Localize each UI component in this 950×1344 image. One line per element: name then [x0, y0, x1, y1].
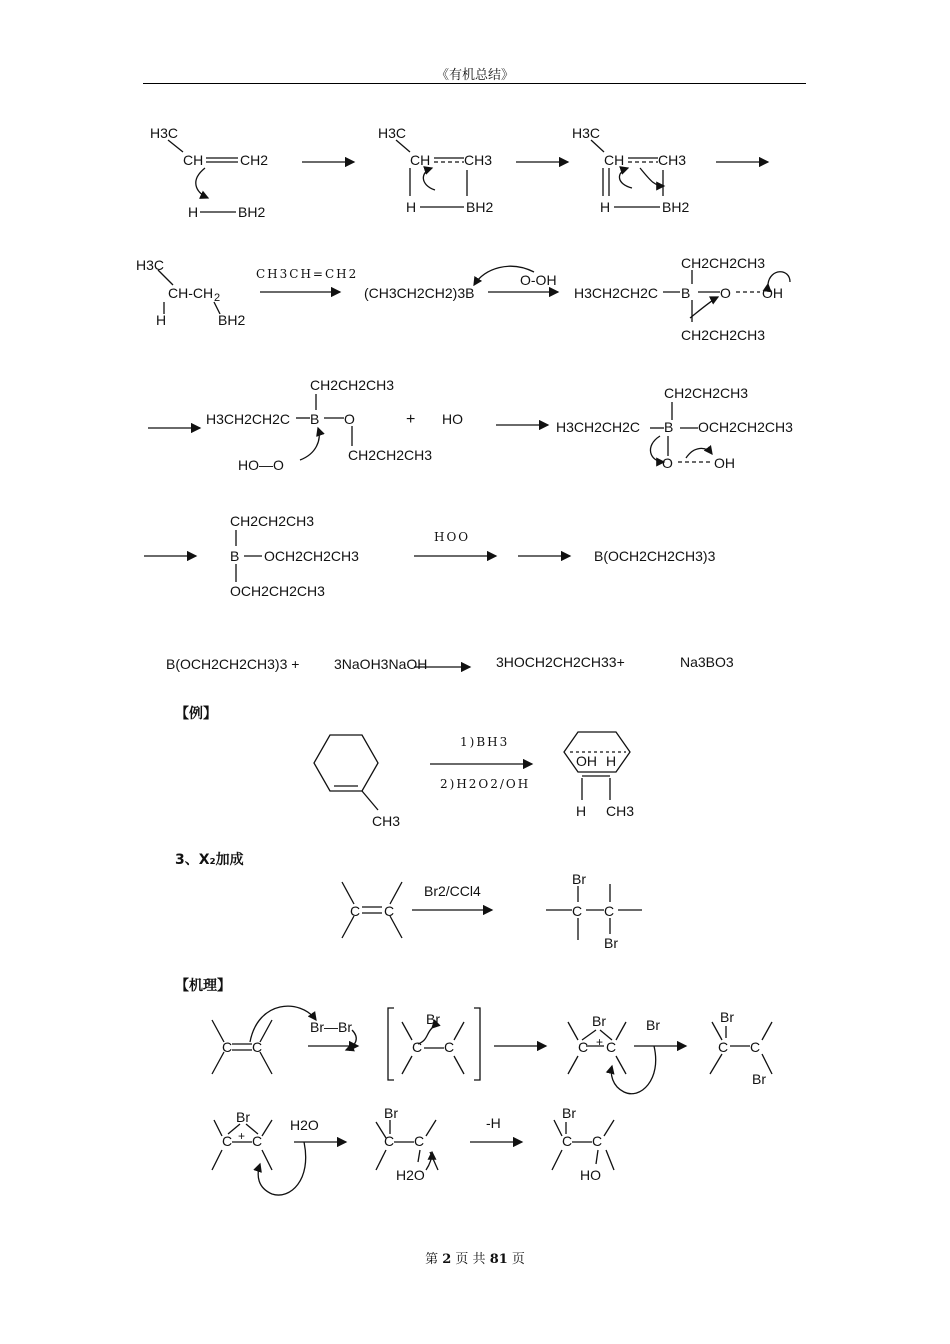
formula-label: C	[350, 903, 361, 919]
formula-label: B	[681, 285, 691, 301]
formula-label: O	[344, 411, 355, 427]
formula-label: B	[310, 411, 320, 427]
ts2-ch3: CH3	[658, 152, 687, 168]
formula-label: CH3	[372, 813, 401, 829]
example-labels	[372, 735, 634, 829]
formula-label: 1)BH3	[460, 735, 510, 749]
formula-label: HO	[442, 411, 463, 427]
formula-label: +	[596, 1035, 604, 1049]
label-ch2: CH2	[240, 152, 269, 168]
formula-label: C	[412, 1039, 423, 1055]
cyclohexanol-product	[564, 732, 630, 800]
reagent-propene: CH3CH=CH2	[256, 267, 359, 281]
ts1-h: H	[406, 199, 417, 215]
methylcyclohexene	[314, 735, 378, 810]
label-h3c: H3C	[150, 125, 179, 141]
formula-label: Br	[592, 1013, 606, 1029]
formula-label: OH	[714, 455, 735, 471]
page-header: 《有机总结》	[435, 68, 514, 83]
formula-label: Br	[752, 1071, 766, 1087]
formula-label: 2)H2O2/OH	[440, 777, 531, 791]
formula-label: +	[238, 1129, 246, 1143]
formula-label: Na3BO3	[680, 654, 734, 670]
hoo-anion: HOO	[434, 530, 471, 544]
ts2-h3c: H3C	[572, 125, 601, 141]
formula-label: B	[664, 419, 674, 435]
formula-label: -H	[486, 1115, 501, 1131]
label-ch: CH	[183, 152, 204, 168]
ts2-h: H	[600, 199, 611, 215]
formula-label: B(OCH2CH2CH3)3 +	[166, 656, 300, 672]
formula-label: H	[606, 753, 617, 769]
row1-reactants	[168, 140, 238, 212]
formula-label: OCH2CH2CH3	[230, 583, 325, 599]
formula-label: CH2CH2CH3	[664, 385, 749, 401]
formula-label: C	[222, 1133, 233, 1149]
label-h: H	[188, 204, 199, 220]
x2-addition-title: 3、X₂加成	[175, 852, 244, 868]
formula-label: 2	[214, 292, 221, 304]
formula-label: H	[576, 803, 587, 819]
row4-borate	[236, 530, 262, 582]
formula-label: Br	[572, 871, 586, 887]
formula-label: Br	[646, 1017, 660, 1033]
formula-label: CH2CH2CH3	[310, 377, 395, 393]
formula-label: H3CH2CH2C	[206, 411, 291, 427]
formula-label: C	[606, 1039, 617, 1055]
formula-label: BH2	[218, 312, 246, 328]
r2-h3c: H3C	[136, 257, 165, 273]
formula-label: CH2CH2CH3	[681, 255, 766, 271]
ts1-bh2: BH2	[466, 199, 494, 215]
trialkyl-borate: B(OCH2CH2CH3)3	[594, 548, 716, 564]
formula-label: OH	[762, 285, 783, 301]
formula-label: C	[384, 1133, 395, 1149]
formula-label: C	[414, 1133, 425, 1149]
row1-ts2	[591, 140, 664, 207]
formula-label: OCH2CH2CH3	[698, 419, 793, 435]
formula-label: C	[444, 1039, 455, 1055]
formula-label: +	[406, 411, 416, 428]
formula-label: H2O	[290, 1117, 319, 1133]
ts2-bh2: BH2	[662, 199, 690, 215]
formula-label: C	[384, 903, 395, 919]
formula-label: Br2/CCl4	[424, 883, 481, 899]
row5-labels	[166, 654, 734, 672]
page-footer: 第 2 页 共 81 页	[425, 1252, 525, 1267]
formula-label: O	[720, 285, 731, 301]
label-bh2: BH2	[238, 204, 266, 220]
formula-label: C	[572, 903, 583, 919]
formula-label: C	[604, 903, 615, 919]
formula-label: Br	[720, 1009, 734, 1025]
formula-label: C	[578, 1039, 589, 1055]
formula-label: Br	[236, 1109, 250, 1125]
formula-label: H2O	[396, 1167, 425, 1183]
formula-label: C	[252, 1039, 263, 1055]
hydroperoxide: O-OH	[520, 272, 557, 288]
formula-label: H	[156, 312, 167, 328]
formula-label: C	[718, 1039, 729, 1055]
row3-borate	[296, 394, 352, 460]
formula-label: C	[252, 1133, 263, 1149]
mechanism-label: 【机理】	[175, 978, 231, 994]
formula-label: B	[230, 548, 240, 564]
formula-label: CH2CH2CH3	[681, 327, 766, 343]
dibromide-generic	[546, 884, 642, 940]
ts1-ch: CH	[410, 152, 431, 168]
trialkylborane: (CH3CH2CH2)3B	[364, 285, 475, 301]
example-label: 【例】	[175, 706, 217, 722]
formula-label: C	[562, 1133, 573, 1149]
formula-label: C	[592, 1133, 603, 1149]
mechanism-labels	[222, 1009, 766, 1183]
formula-label: CH3	[606, 803, 635, 819]
formula-label: Br—Br	[310, 1019, 352, 1035]
formula-label: Br	[384, 1105, 398, 1121]
formula-label: CH2CH2CH3	[230, 513, 315, 529]
formula-label: Br	[562, 1105, 576, 1121]
formula-label: C	[222, 1039, 233, 1055]
ts1-ch3: CH3	[464, 152, 493, 168]
formula-label: H3CH2CH2C	[574, 285, 659, 301]
formula-label: CH2CH2CH3	[348, 447, 433, 463]
row1-ts1	[396, 140, 467, 207]
formula-label: 3NaOH3NaOH	[334, 656, 428, 672]
formula-label: Br	[604, 935, 618, 951]
ts2-ch: CH	[604, 152, 625, 168]
formula-label: OCH2CH2CH3	[264, 548, 359, 564]
formula-label: OH	[576, 753, 597, 769]
formula-label: Br	[426, 1011, 440, 1027]
formula-label: O	[662, 455, 673, 471]
formula-label: C	[750, 1039, 761, 1055]
bromonium-ion	[568, 1022, 656, 1094]
ts1-h3c: H3C	[378, 125, 407, 141]
formula-label: 3HOCH2CH2CH33+	[496, 654, 625, 670]
row2-labels	[136, 255, 783, 343]
formula-label: H3CH2CH2C	[556, 419, 641, 435]
formula-label: CH-CH	[168, 285, 214, 301]
formula-label: HO—O	[238, 457, 284, 473]
formula-label: HO	[580, 1167, 601, 1183]
